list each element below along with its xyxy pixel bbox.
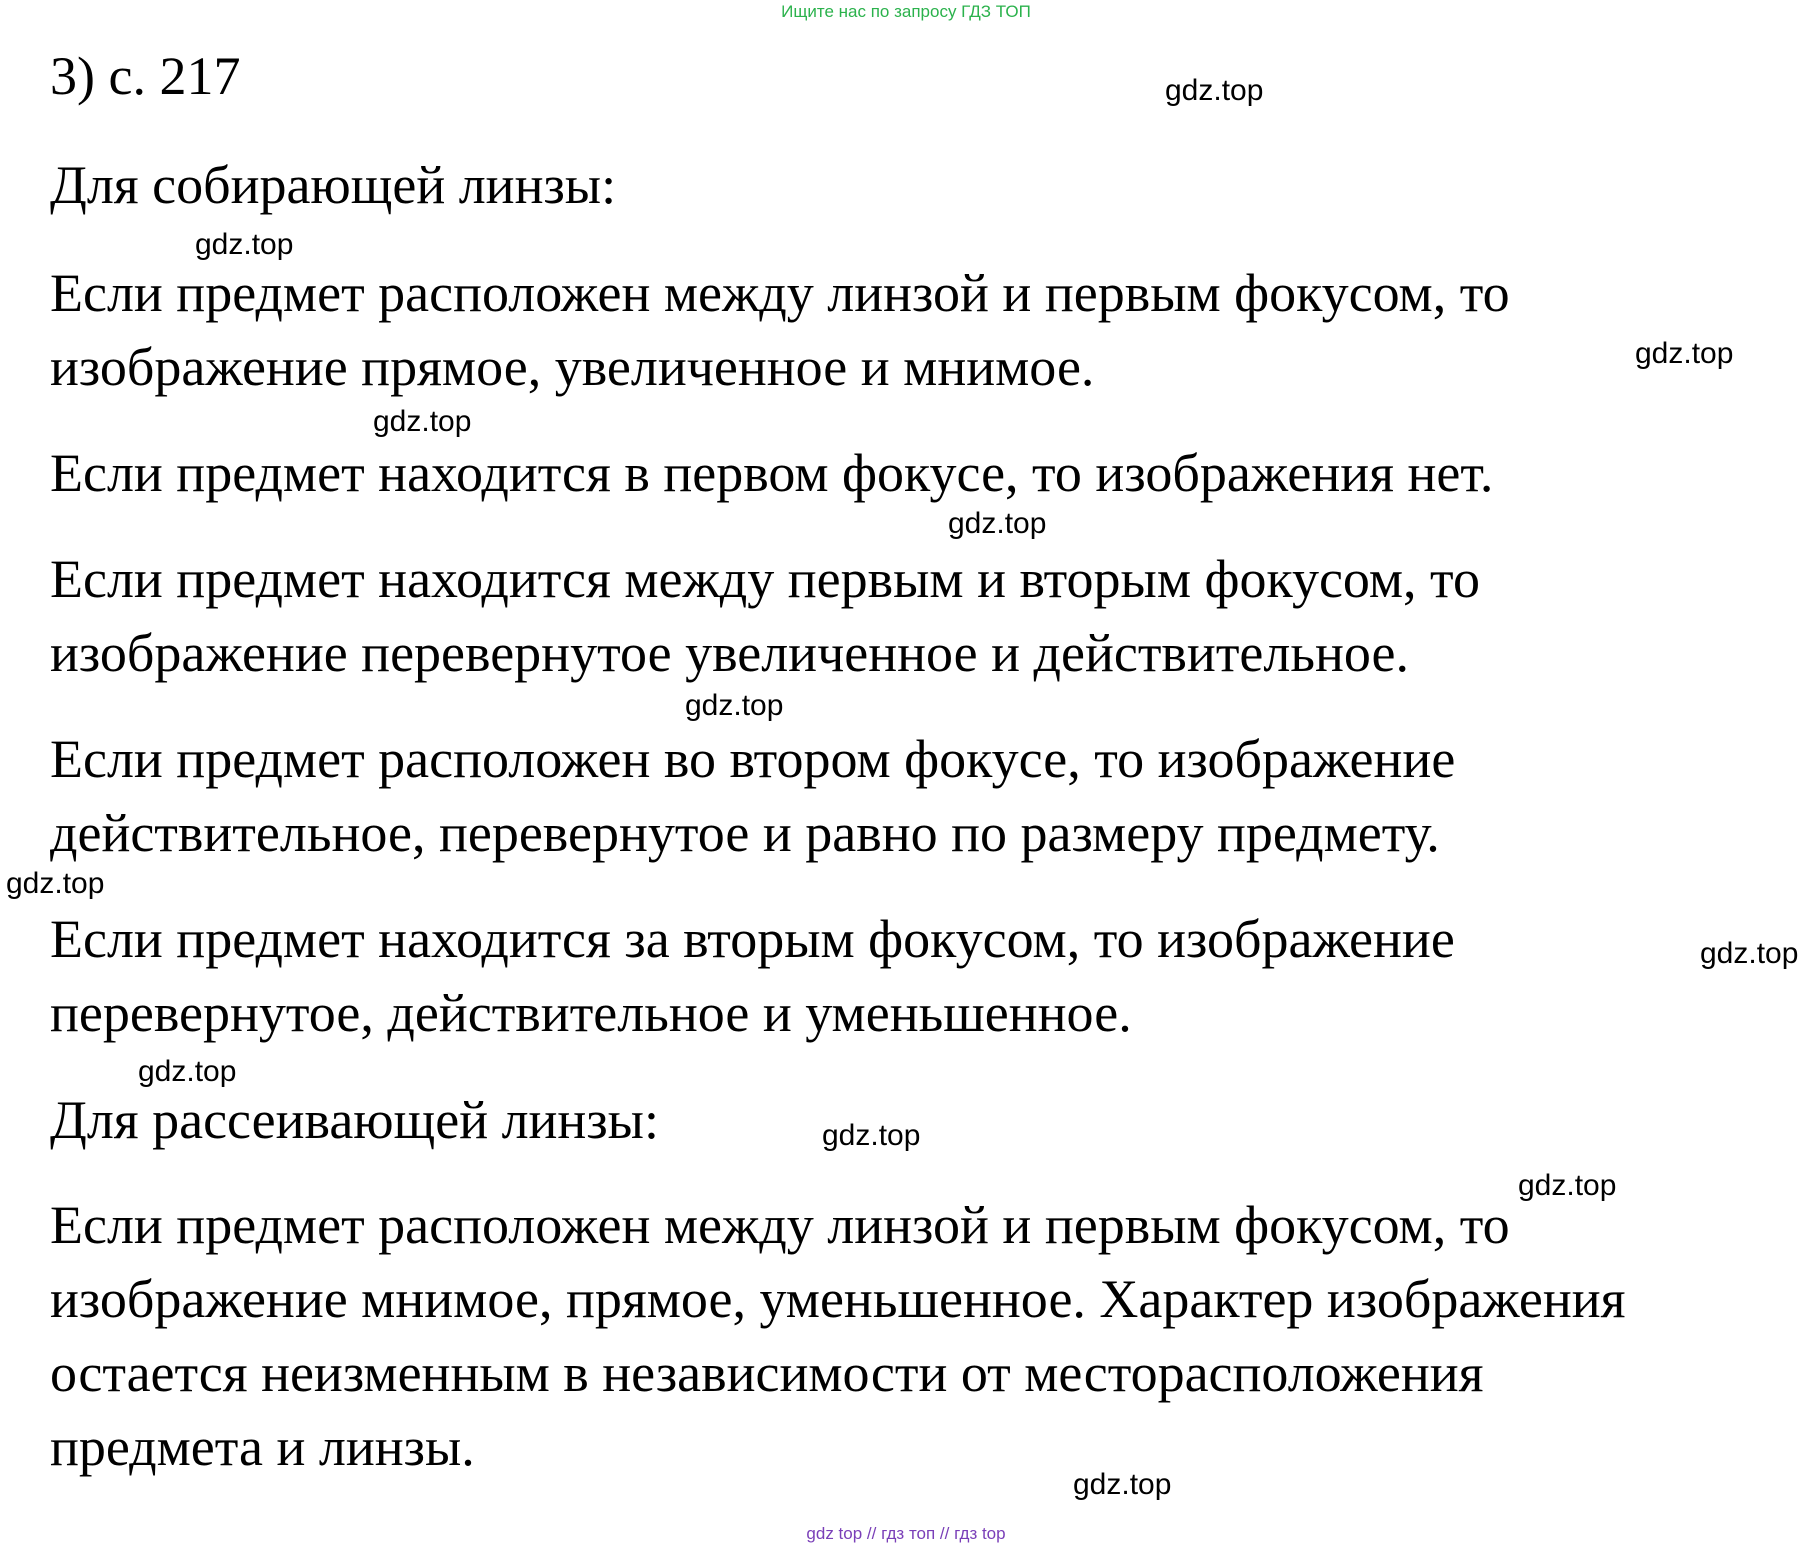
converging-lens-heading: Для собирающей линзы:: [50, 155, 617, 215]
watermark: gdz.top: [1635, 337, 1734, 370]
watermark: gdz.top: [822, 1119, 921, 1152]
text-line-3: Если предмет находится в первом фокусе, то изображения нет.: [50, 443, 1494, 503]
watermark: gdz.top: [195, 228, 294, 261]
watermark: gdz.top: [1700, 937, 1799, 970]
header-banner: Ищите нас по запросу ГДЗ ТОП: [781, 2, 1031, 21]
text-line-10: Если предмет расположен между линзой и первым фокусом, то: [50, 1195, 1510, 1255]
watermark: gdz.top: [1165, 74, 1264, 107]
text-line-11: изображение мнимое, прямое, уменьшенное. Характер изображения: [50, 1269, 1626, 1329]
watermark: gdz.top: [138, 1055, 237, 1088]
watermark: gdz.top: [1518, 1169, 1617, 1202]
watermark: gdz.top: [1073, 1468, 1172, 1501]
diverging-lens-heading: Для рассеивающей линзы:: [50, 1090, 659, 1150]
text-line-7: действительное, перевернутое и равно по размеру предмету.: [50, 803, 1440, 863]
text-line-8: Если предмет находится за вторым фокусом, то изображение: [50, 909, 1455, 969]
text-line-4: Если предмет находится между первым и вторым фокусом, то: [50, 549, 1480, 609]
watermark: gdz.top: [6, 867, 105, 900]
text-line-13: предмета и линзы.: [50, 1417, 475, 1477]
watermark: gdz.top: [948, 507, 1047, 540]
footer-banner: gdz top // гдз топ // гдз top: [806, 1524, 1006, 1543]
task-number: 3) с. 217: [50, 46, 241, 106]
text-line-2: изображение прямое, увеличенное и мнимое.: [50, 337, 1095, 397]
text-line-5: изображение перевернутое увеличенное и действительное.: [50, 623, 1409, 683]
text-line-12: остается неизменным в независимости от месторасположения: [50, 1343, 1484, 1403]
text-line-1: Если предмет расположен между линзой и первым фокусом, то: [50, 263, 1510, 323]
watermark: gdz.top: [373, 405, 472, 438]
text-line-6: Если предмет расположен во втором фокусе, то изображение: [50, 729, 1456, 789]
text-line-9: перевернутое, действительное и уменьшенное.: [50, 983, 1132, 1043]
watermark: gdz.top: [685, 689, 784, 722]
